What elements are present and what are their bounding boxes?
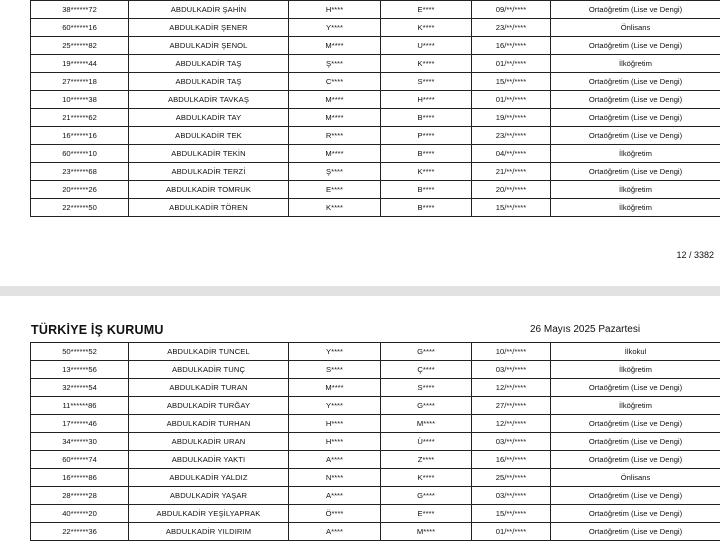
birth-date-cell: 19/**/**** — [472, 109, 551, 127]
education-cell: Ortaöğretim (Lise ve Dengi) — [551, 91, 720, 109]
table-row — [31, 523, 720, 541]
birth-date-cell: 01/**/**** — [472, 523, 551, 541]
education-cell: Ortaöğretim (Lise ve Dengi) — [551, 523, 720, 541]
records-table-top — [30, 0, 720, 217]
birth-date-cell: 15/**/**** — [472, 505, 551, 523]
father-initial-cell: N**** — [289, 469, 381, 487]
birth-date-cell: 10/**/**** — [472, 343, 551, 361]
table-row — [31, 343, 720, 361]
id-cell: 38******72 — [31, 1, 129, 19]
id-cell: 10******38 — [31, 91, 129, 109]
id-cell: 20******26 — [31, 181, 129, 199]
father-initial-cell: M**** — [289, 37, 381, 55]
education-cell: İlköğretim — [551, 181, 720, 199]
id-cell: 19******44 — [31, 55, 129, 73]
father-initial-cell: Ş**** — [289, 55, 381, 73]
table-row — [31, 451, 720, 469]
mother-initial-cell: S**** — [381, 73, 472, 91]
education-cell: Ortaöğretim (Lise ve Dengi) — [551, 505, 720, 523]
name-cell: ABDULKADİR TUNÇ — [129, 361, 289, 379]
id-cell: 13******56 — [31, 361, 129, 379]
table-row — [31, 199, 720, 217]
education-cell: Ortaöğretim (Lise ve Dengi) — [551, 451, 720, 469]
records-table-top-body — [31, 1, 720, 217]
id-cell: 27******18 — [31, 73, 129, 91]
name-cell: ABDULKADİR TÖREN — [129, 199, 289, 217]
education-cell: Ortaöğretim (Lise ve Dengi) — [551, 127, 720, 145]
father-initial-cell: Y**** — [289, 19, 381, 37]
father-initial-cell: M**** — [289, 91, 381, 109]
father-initial-cell: Y**** — [289, 397, 381, 415]
name-cell: ABDULKADİR TURHAN — [129, 415, 289, 433]
id-cell: 28******28 — [31, 487, 129, 505]
table-row — [31, 1, 720, 19]
birth-date-cell: 16/**/**** — [472, 451, 551, 469]
education-cell: İlkokul — [551, 343, 720, 361]
id-cell: 32******54 — [31, 379, 129, 397]
document-page-bottom — [0, 296, 720, 550]
mother-initial-cell: G**** — [381, 397, 472, 415]
name-cell: ABDULKADİR ŞENER — [129, 19, 289, 37]
birth-date-cell: 09/**/**** — [472, 1, 551, 19]
mother-initial-cell: B**** — [381, 181, 472, 199]
table-row — [31, 361, 720, 379]
table-row — [31, 397, 720, 415]
father-initial-cell: K**** — [289, 199, 381, 217]
father-initial-cell: Ş**** — [289, 163, 381, 181]
document-title: TÜRKİYE İŞ KURUMU — [31, 323, 164, 337]
table-row — [31, 73, 720, 91]
mother-initial-cell: Z**** — [381, 451, 472, 469]
page-gap — [0, 286, 720, 296]
name-cell: ABDULKADİR TERZİ — [129, 163, 289, 181]
table-row — [31, 379, 720, 397]
name-cell: ABDULKADİR TOMRUK — [129, 181, 289, 199]
table-row — [31, 163, 720, 181]
birth-date-cell: 23/**/**** — [472, 127, 551, 145]
education-cell: İlköğretim — [551, 397, 720, 415]
table-row — [31, 505, 720, 523]
table-row — [31, 109, 720, 127]
table-row — [31, 91, 720, 109]
page-number: 12 / 3382 — [676, 250, 714, 260]
mother-initial-cell: M**** — [381, 523, 472, 541]
education-cell: Ortaöğretim (Lise ve Dengi) — [551, 163, 720, 181]
name-cell: ABDULKADİR TAY — [129, 109, 289, 127]
table-row — [31, 181, 720, 199]
name-cell: ABDULKADİR TAVKAŞ — [129, 91, 289, 109]
birth-date-cell: 03/**/**** — [472, 433, 551, 451]
id-cell: 60******10 — [31, 145, 129, 163]
birth-date-cell: 01/**/**** — [472, 55, 551, 73]
father-initial-cell: M**** — [289, 109, 381, 127]
table-row — [31, 433, 720, 451]
mother-initial-cell: K**** — [381, 55, 472, 73]
education-cell: Ortaöğretim (Lise ve Dengi) — [551, 73, 720, 91]
mother-initial-cell: B**** — [381, 145, 472, 163]
birth-date-cell: 25/**/**** — [472, 469, 551, 487]
mother-initial-cell: K**** — [381, 469, 472, 487]
id-cell: 22******36 — [31, 523, 129, 541]
birth-date-cell: 27/**/**** — [472, 397, 551, 415]
mother-initial-cell: G**** — [381, 343, 472, 361]
birth-date-cell: 04/**/**** — [472, 145, 551, 163]
mother-initial-cell: Ü**** — [381, 433, 472, 451]
mother-initial-cell: U**** — [381, 37, 472, 55]
birth-date-cell: 23/**/**** — [472, 19, 551, 37]
name-cell: ABDULKADİR YEŞİLYAPRAK — [129, 505, 289, 523]
mother-initial-cell: E**** — [381, 505, 472, 523]
name-cell: ABDULKADİR ŞAHİN — [129, 1, 289, 19]
name-cell: ABDULKADİR TEKİN — [129, 145, 289, 163]
father-initial-cell: R**** — [289, 127, 381, 145]
birth-date-cell: 03/**/**** — [472, 487, 551, 505]
father-initial-cell: S**** — [289, 361, 381, 379]
father-initial-cell: M**** — [289, 379, 381, 397]
father-initial-cell: A**** — [289, 451, 381, 469]
id-cell: 60******16 — [31, 19, 129, 37]
id-cell: 16******16 — [31, 127, 129, 145]
table-row — [31, 469, 720, 487]
education-cell: Ortaöğretim (Lise ve Dengi) — [551, 37, 720, 55]
mother-initial-cell: H**** — [381, 91, 472, 109]
id-cell: 16******86 — [31, 469, 129, 487]
mother-initial-cell: E**** — [381, 1, 472, 19]
father-initial-cell: C**** — [289, 73, 381, 91]
mother-initial-cell: M**** — [381, 415, 472, 433]
name-cell: ABDULKADİR TURĞAY — [129, 397, 289, 415]
mother-initial-cell: B**** — [381, 109, 472, 127]
id-cell: 34******30 — [31, 433, 129, 451]
id-cell: 25******82 — [31, 37, 129, 55]
name-cell: ABDULKADİR TUNCEL — [129, 343, 289, 361]
father-initial-cell: H**** — [289, 415, 381, 433]
id-cell: 50******52 — [31, 343, 129, 361]
id-cell: 22******50 — [31, 199, 129, 217]
name-cell: ABDULKADİR URAN — [129, 433, 289, 451]
education-cell: Ortaöğretim (Lise ve Dengi) — [551, 487, 720, 505]
name-cell: ABDULKADİR ŞENOL — [129, 37, 289, 55]
father-initial-cell: H**** — [289, 1, 381, 19]
father-initial-cell: A**** — [289, 523, 381, 541]
father-initial-cell: H**** — [289, 433, 381, 451]
father-initial-cell: E**** — [289, 181, 381, 199]
name-cell: ABDULKADİR TEK — [129, 127, 289, 145]
table-row — [31, 19, 720, 37]
table-row — [31, 55, 720, 73]
education-cell: İlköğretim — [551, 55, 720, 73]
name-cell: ABDULKADİR YILDIRIM — [129, 523, 289, 541]
id-cell: 21******62 — [31, 109, 129, 127]
name-cell: ABDULKADİR TAŞ — [129, 55, 289, 73]
education-cell: Ortaöğretim (Lise ve Dengi) — [551, 1, 720, 19]
education-cell: Ortaöğretim (Lise ve Dengi) — [551, 415, 720, 433]
birth-date-cell: 12/**/**** — [472, 415, 551, 433]
name-cell: ABDULKADİR YAKTI — [129, 451, 289, 469]
education-cell: İlköğretim — [551, 145, 720, 163]
id-cell: 11******86 — [31, 397, 129, 415]
education-cell: Ortaöğretim (Lise ve Dengi) — [551, 379, 720, 397]
mother-initial-cell: P**** — [381, 127, 472, 145]
education-cell: Önlisans — [551, 469, 720, 487]
name-cell: ABDULKADİR YAŞAR — [129, 487, 289, 505]
birth-date-cell: 01/**/**** — [472, 91, 551, 109]
birth-date-cell: 20/**/**** — [472, 181, 551, 199]
father-initial-cell: Y**** — [289, 343, 381, 361]
birth-date-cell: 15/**/**** — [472, 199, 551, 217]
birth-date-cell: 16/**/**** — [472, 37, 551, 55]
birth-date-cell: 15/**/**** — [472, 73, 551, 91]
father-initial-cell: A**** — [289, 487, 381, 505]
records-table-bottom-body — [31, 343, 720, 541]
document-date: 26 Mayıs 2025 Pazartesi — [530, 324, 641, 335]
name-cell: ABDULKADİR TAŞ — [129, 73, 289, 91]
birth-date-cell: 21/**/**** — [472, 163, 551, 181]
education-cell: Önlisans — [551, 19, 720, 37]
id-cell: 17******46 — [31, 415, 129, 433]
records-table-bottom — [30, 342, 720, 541]
mother-initial-cell: G**** — [381, 487, 472, 505]
table-row — [31, 145, 720, 163]
mother-initial-cell: Ç**** — [381, 361, 472, 379]
mother-initial-cell: B**** — [381, 199, 472, 217]
table-row — [31, 415, 720, 433]
id-cell: 40******20 — [31, 505, 129, 523]
education-cell: Ortaöğretim (Lise ve Dengi) — [551, 109, 720, 127]
education-cell: İlköğretim — [551, 199, 720, 217]
id-cell: 23******68 — [31, 163, 129, 181]
mother-initial-cell: S**** — [381, 379, 472, 397]
table-row — [31, 487, 720, 505]
mother-initial-cell: K**** — [381, 19, 472, 37]
id-cell: 60******74 — [31, 451, 129, 469]
name-cell: ABDULKADİR YALDIZ — [129, 469, 289, 487]
birth-date-cell: 03/**/**** — [472, 361, 551, 379]
mother-initial-cell: K**** — [381, 163, 472, 181]
father-initial-cell: M**** — [289, 145, 381, 163]
table-row — [31, 37, 720, 55]
name-cell: ABDULKADİR TURAN — [129, 379, 289, 397]
table-row — [31, 127, 720, 145]
birth-date-cell: 12/**/**** — [472, 379, 551, 397]
education-cell: İlköğretim — [551, 361, 720, 379]
father-initial-cell: Ö**** — [289, 505, 381, 523]
education-cell: Ortaöğretim (Lise ve Dengi) — [551, 433, 720, 451]
